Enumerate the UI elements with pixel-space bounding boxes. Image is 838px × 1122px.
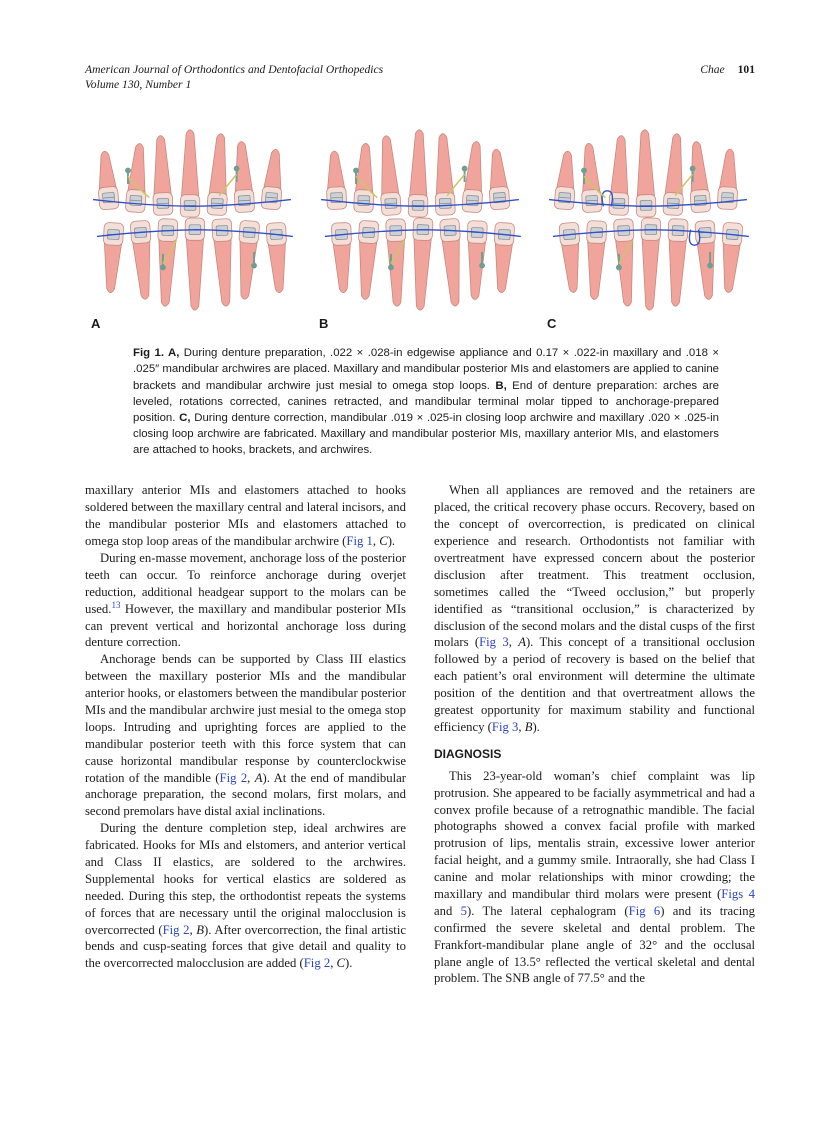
text-segment: Anchorage bends can be supported by Class III elastics between the maxillary posterior MIs and the mandibular anterior hooks, or elastomers between the mandibular posterior MIs and the mandibular archwire just mesial to the omega stop loops. Intruding and uprighting forces are applied to the mandibular posterior teeth with this force system that can cause horizontal mandibular response by counterclockwise rotation of the mandible ( bbox=[85, 652, 406, 785]
text-segment: , bbox=[372, 534, 380, 549]
dental-illustration-a bbox=[85, 122, 299, 314]
paragraph bbox=[434, 768, 755, 988]
article-body bbox=[85, 482, 755, 987]
text-segment: However, the maxillary and mandibular posterior MIs can prevent vertical and horizontal anchorage loss during denture correction. bbox=[85, 601, 406, 650]
running-head bbox=[700, 62, 755, 77]
text-segment: During en-masse movement, anchorage loss of the posterior teeth can occur. To reinforce anchorage during overjet reduction, additional headgear support to the molars can be used. bbox=[85, 551, 406, 616]
citation-reference-link[interactable]: 13 bbox=[111, 599, 121, 610]
figure-panel-c bbox=[541, 122, 755, 331]
figure-panel-a bbox=[85, 122, 299, 331]
paragraph bbox=[85, 550, 406, 651]
text-segment: ). At the end of mandibular anchorage preparation, the second molars, first molars, and second premolars have distal axial inclinations. bbox=[85, 770, 406, 819]
text-segment: , bbox=[189, 922, 197, 937]
text-segment: During denture preparation, .022 × .028-in edgewise appliance and 0.17 × .022-in maxillary and .018 × .025″ mandibular archwires are placed. Maxillary and mandibular posterior MIs and elastomers are applied to canine brackets and mandibular archwire just mesial to omega stop loops. bbox=[133, 347, 719, 392]
text-segment: End of denture preparation: arches are leveled, rotations corrected, canines retracted, and mandibular terminal molar tipped to anchorage-prepared position. bbox=[133, 379, 719, 424]
text-segment: and bbox=[434, 903, 461, 918]
text-segment: ). This concept of a transitional occlusion followed by a period of recovery is based on the belief that each patient’s oral environment will determine the ultimate position of the dentition and that overtreatment allows the greatest opportunity for maximum stability and functional efficiency ( bbox=[434, 635, 755, 734]
text-segment: ). bbox=[345, 956, 353, 971]
text-segment: C, bbox=[179, 411, 191, 424]
figure-reference-link[interactable]: 5 bbox=[460, 903, 467, 918]
figure-reference-link[interactable]: Fig 2 bbox=[219, 770, 248, 785]
text-segment: ). bbox=[387, 534, 396, 549]
text-segment: B bbox=[524, 719, 533, 734]
figure-reference-link[interactable]: Fig 2 bbox=[303, 956, 331, 971]
panel-label-c: C bbox=[547, 316, 557, 332]
page-number: 101 bbox=[737, 63, 755, 76]
panel-label-a: A bbox=[91, 316, 101, 332]
text-segment: ) and its tracing confirmed the severe skeletal and dental problem. The Frankfort-mandibular plane angle of 32° and the occlusal plane angle of 13.5° reflected the vertical skeletal and dental problem. The SNB angle of 77.5° and the bbox=[434, 903, 755, 986]
text-segment: , bbox=[508, 635, 519, 650]
figure-caption bbox=[133, 345, 719, 458]
text-segment: B, bbox=[495, 379, 507, 392]
text-segment: , bbox=[247, 770, 255, 785]
paragraph bbox=[434, 482, 755, 735]
figure-reference-link[interactable]: Fig 2 bbox=[162, 922, 190, 937]
right-column bbox=[434, 482, 755, 987]
journal-info bbox=[85, 62, 383, 92]
figure-reference-link[interactable]: Fig 6 bbox=[628, 903, 661, 918]
figure-panels bbox=[85, 122, 755, 331]
figure-1 bbox=[85, 122, 755, 458]
paragraph bbox=[85, 482, 406, 550]
text-segment: ). bbox=[532, 719, 540, 734]
text-segment: C bbox=[336, 956, 346, 971]
text-segment: A bbox=[254, 770, 263, 785]
text-segment: This 23-year-old woman’s chief complaint was lip protrusion. She appeared to be facially asymmetrical and had a convex profile because of a retrognathic mandible. The facial photographs showed a convex facial profile with marked protrusion of lips, mentalis strain, excessive lower anterior facial height, and a gummy smile. Intraorally, she had Class I canine and molar relationships with minor crowding; the maxillary and mandibular third molars were present ( bbox=[434, 768, 755, 902]
journal-volume: Volume 130, Number 1 bbox=[85, 78, 192, 92]
dental-illustration-b bbox=[313, 122, 527, 314]
figure-panel-b bbox=[313, 122, 527, 331]
text-segment: C bbox=[379, 534, 388, 549]
paragraph bbox=[85, 651, 406, 820]
text-segment: A bbox=[518, 635, 526, 650]
figure-reference-link[interactable]: Fig 1 bbox=[346, 534, 373, 549]
text-segment: During the denture completion step, ideal archwires are fabricated. Hooks for MIs and elstomers, and anterior vertical and Class II elastics, are soldered to the archwires. Supplemental hooks for vertical elastics are soldered as needed. During this step, the orthodontist repeats the systems of forces that are necessary until the original malocclusion is overcorrected ( bbox=[85, 821, 406, 937]
text-segment: ). After overcorrection, the final artistic bends and cusp-seating forces that give detail and quality to the overcorrected malocclusion are added ( bbox=[85, 922, 406, 971]
figure-reference-link[interactable]: Fig 3 bbox=[491, 719, 519, 734]
text-segment: During denture correction, mandibular .019 × .025-in closing loop archwire and maxillary .020 × .025-in closing loop archwire are fabricated. Maxillary and mandibular posterior MIs, maxillary anterior MIs, and elastomers are attached to hooks, brackets, and archwires. bbox=[133, 411, 719, 457]
panel-label-b: B bbox=[319, 316, 329, 332]
figure-reference-link[interactable]: Figs 4 bbox=[721, 887, 755, 902]
page-header bbox=[85, 62, 755, 92]
left-column bbox=[85, 482, 406, 987]
paragraph bbox=[85, 820, 406, 972]
text-segment: When all appliances are removed and the retainers are placed, the critical recovery phase occurs. Recovery, based on the concept of overcorrection, is predicated on clinical experience and research. Orthodontists not familiar with overtreatment have expressed concern about the posterior disclusion after treatment. This treatment occlusion, sometimes called the “Tweed occlusion,” but properly identified as “transitional occlusion,” is characterized by disclusion of the second molars and the distal cusps of the first molars ( bbox=[434, 483, 755, 650]
figure-reference-link[interactable]: Fig 3 bbox=[479, 635, 509, 650]
section-heading: DIAGNOSIS bbox=[434, 746, 502, 761]
journal-title: American Journal of Orthodontics and Dentofacial Orthopedics bbox=[85, 63, 384, 76]
text-segment: Fig 1. A, bbox=[133, 347, 180, 360]
text-segment: B bbox=[196, 922, 205, 937]
text-segment: , bbox=[330, 956, 337, 971]
author-name: Chae bbox=[700, 63, 725, 76]
text-segment: , bbox=[518, 719, 525, 734]
text-segment: maxillary anterior MIs and elastomers attached to hooks soldered between the maxillary central and lateral incisors, and the mandibular posterior MIs and elastomers attached to omega stop loop areas of the mandibular archwire ( bbox=[85, 483, 406, 549]
text-segment: ). The lateral cephalogram ( bbox=[467, 903, 629, 918]
dental-illustration-c bbox=[541, 122, 755, 314]
